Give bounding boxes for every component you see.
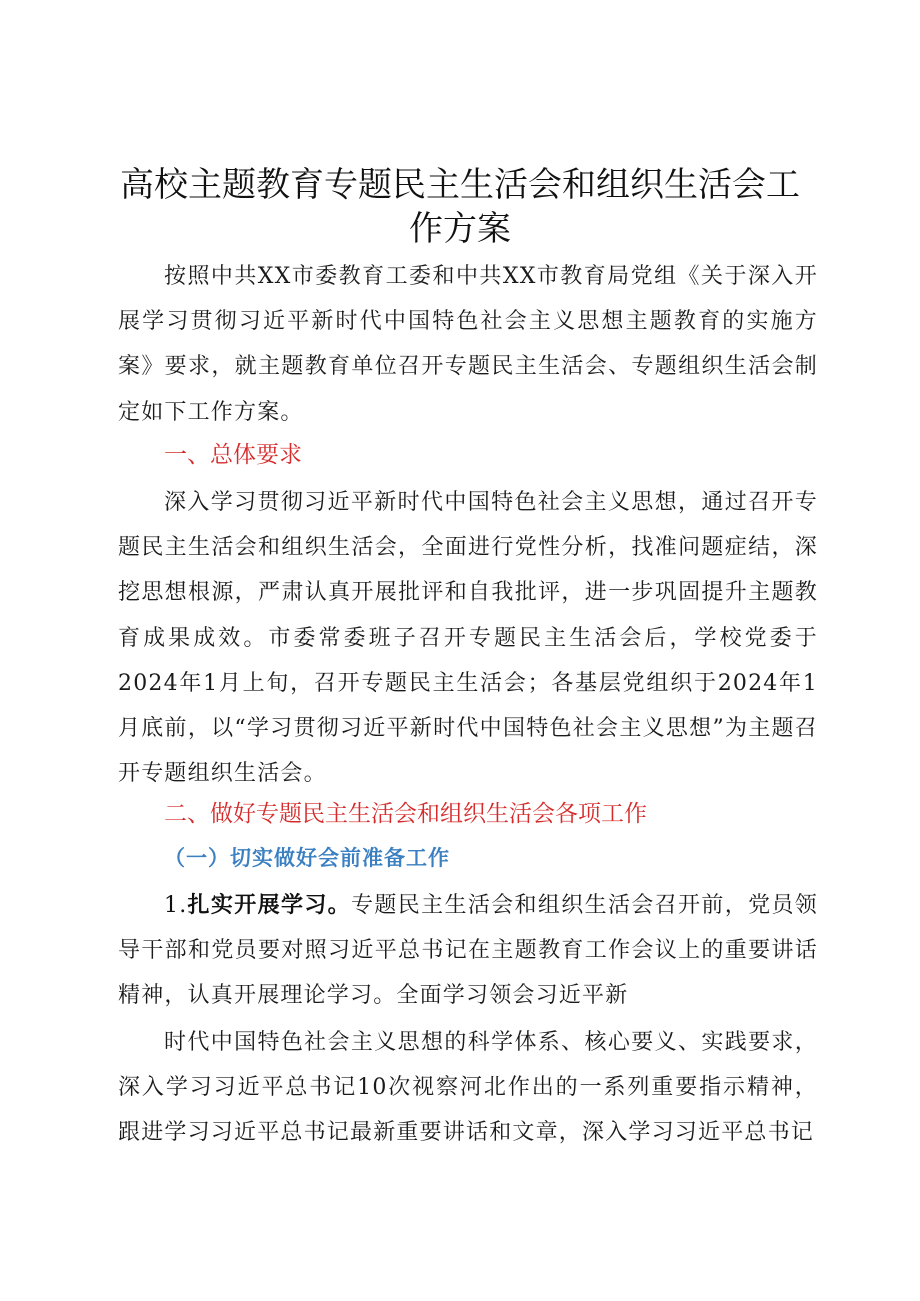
intro-paragraph: 按照中共XX市委教育工委和中共XX市教育局党组《关于深入开展学习贯彻习近平新时代中国特色社会主义思想主题教育的实施方案》要求，就主题教育单位召开专题民主生活会、专题组织生活会制定如下工作方案。 [118, 264, 818, 425]
item-1-continued-paragraph: 时代中国特色社会主义思想的科学体系、核心要义、实践要求，深入学习习近平总书记10次视察河北作出的一系列重要指示精神，跟进学习习近平总书记最新重要讲话和文章，深入学习习近平总书记 [118, 1030, 818, 1146]
section-2-heading: 二、做好专题民主生活会和组织生活会各项工作 [164, 801, 647, 827]
document-title-line-1: 高校主题教育专题民主生活会和组织生活会工 [120, 165, 800, 205]
section-1-heading: 一、总体要求 [164, 442, 302, 468]
document-title-line-2: 作方案 [409, 209, 511, 249]
item-1-paragraph [118, 883, 818, 1019]
item-1-label: 扎实开展学习。 [187, 893, 352, 918]
section-1-paragraph: 深入学习贯彻习近平新时代中国特色社会主义思想，通过召开专题民主生活会和组织生活会，全面进行党性分析，找准问题症结，深挖思想根源，严肃认真开展批评和自我批评，进一步巩固提升主题教育成果成效。市委常委班子召开专题民主生活会后，学校党委于2024年1月上旬，召开专题民主生活会；各基层党组织于2024年1月底前，以“学习贯彻习近平新时代中国特色社会主义思想”为主题召开专题组织生活会。 [118, 490, 818, 787]
item-1-number: 1. [164, 893, 188, 918]
subsection-1-heading: （一）切实做好会前准备工作 [164, 845, 450, 870]
item-1-body: 专题民主生活会和组织生活会召开前，党员领导干部和党员要对照习近平总书记在主题教育工作会议上的重要讲话精神，认真开展理论学习。全面学习领会习近平新 [118, 893, 818, 1009]
